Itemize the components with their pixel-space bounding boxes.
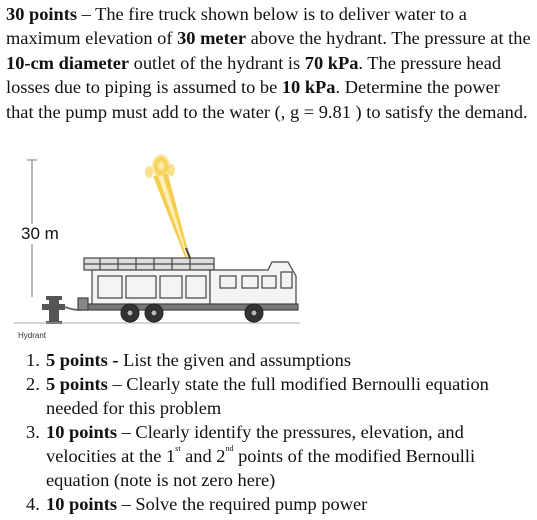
hydrant-label: Hydrant [18, 331, 47, 340]
list-item [26, 492, 532, 516]
problem-statement [6, 2, 532, 124]
pressure-value: 70 kPa [304, 52, 359, 73]
list-item [26, 372, 532, 420]
list-item [26, 348, 532, 372]
item-points: 10 points [46, 494, 118, 514]
item-points: 5 points [46, 374, 108, 394]
hydrant-icon [42, 296, 65, 324]
problem-points: 30 points [6, 4, 78, 24]
list-item [26, 420, 532, 492]
item-text: – Clearly state the full modified Bernoulli equation needed for this problem [46, 374, 489, 418]
item-text: points of the modified Bernoulli equation (note is not zero here) [46, 446, 476, 490]
item-text: and 2 [180, 446, 226, 466]
problem-text-3: outlet of the hydrant is [129, 52, 305, 73]
problem-text-4: . The pressure head losses due to piping is assumed to be [6, 52, 502, 98]
question-parts-list [26, 348, 532, 516]
item-points: 5 points - [46, 350, 119, 370]
item-text: – Solve the required pump power [117, 494, 368, 514]
item-number: 1. [26, 350, 40, 370]
item-text: – Clearly identify the pressures, elevation, and velocities at the 1 [46, 422, 464, 466]
losses-value: 10 kPa [281, 77, 336, 98]
item-number: 3. [26, 422, 40, 442]
item-number: 2. [26, 374, 40, 394]
elevation-value: 30 meter [177, 28, 247, 49]
item-number: 4. [26, 494, 40, 514]
problem-text-5: . Determine the power that the pump must add to the water (, g = 9.81 ) to satisfy the demand. [6, 77, 528, 122]
height-label: 30 m [21, 224, 59, 243]
item-text: List the given and assumptions [118, 350, 351, 370]
superscript-st: st [175, 444, 181, 453]
superscript-nd: nd [225, 444, 234, 453]
water-spray [145, 153, 190, 260]
fire-truck-figure [0, 148, 537, 348]
problem-text-2: above the hydrant. The pressure at the [246, 28, 531, 49]
item-points: 10 points [46, 422, 118, 442]
diameter-value: 10-cm diameter [6, 52, 130, 73]
problem-text-1: – The fire truck shown below is to deliver water to a maximum elevation of [6, 4, 467, 49]
